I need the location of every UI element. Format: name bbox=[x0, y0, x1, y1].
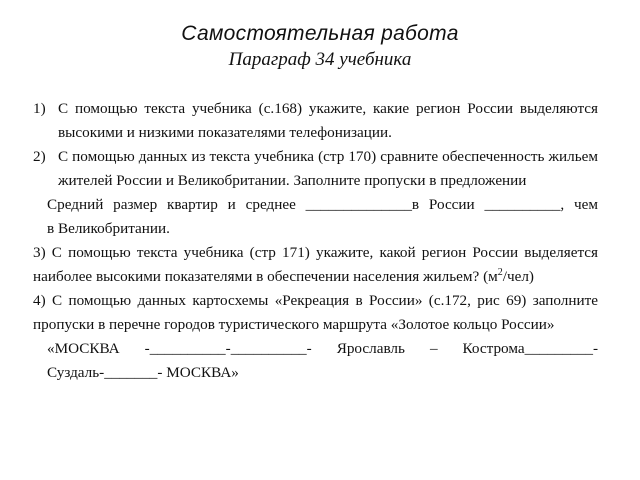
page-subtitle: Параграф 34 учебника bbox=[228, 49, 412, 70]
task-2-fill-line-1: Средний размер квартир и среднее ______________в России __________, чем bbox=[47, 196, 598, 213]
task-4: 4) С помощью данных картосхемы «Рекреация в России» (с.172, рис 69) заполните пропуски в перечне городов туристического маршрута «Золотое кольцо России» bbox=[33, 292, 598, 333]
task-2 bbox=[33, 145, 598, 193]
task-list bbox=[33, 97, 598, 385]
task-3 bbox=[33, 241, 598, 289]
task-2-fill-line-2: в Великобритании. bbox=[47, 220, 170, 237]
task-1-number: 1) bbox=[33, 100, 46, 117]
task-3-superscript: 2 bbox=[497, 266, 503, 278]
task-2-number: 2) bbox=[33, 148, 46, 165]
task-3-tail: /чел) bbox=[502, 268, 534, 285]
task-4-route-line-2: Суздаль-_______- МОСКВА» bbox=[47, 364, 239, 381]
task-4-route-line-1: «МОСКВА -__________-__________- Ярославль – Кострома_________- bbox=[47, 340, 598, 357]
task-2-text: С помощью данных из текста учебника (стр 170) сравните обеспеченность жильем жителей России и Великобритании. Заполните пропуски в предложении bbox=[58, 148, 598, 189]
task-1-text: С помощью текста учебника (с.168) укажите, какие регион России выделяются высокими и низкими показателями телефонизации. bbox=[58, 100, 598, 141]
task-1 bbox=[33, 97, 598, 145]
task-3-text: 3) С помощью текста учебника (стр 171) укажите, какой регион России выделяется наиболее высокими показателями в обеспечении населения жильем? (м bbox=[33, 244, 598, 285]
page-title: Самостоятельная работа bbox=[181, 22, 459, 45]
